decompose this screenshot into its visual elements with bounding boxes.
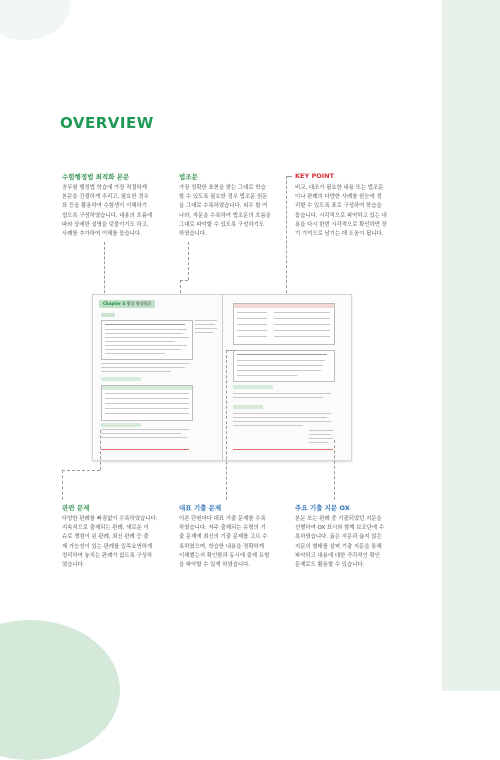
key-point-table	[233, 303, 335, 345]
right-margin-band	[442, 0, 500, 691]
leader-line	[334, 440, 335, 500]
case-table	[101, 385, 193, 421]
section-heading-related-cases: 관련 문제	[62, 504, 90, 512]
leader-line	[226, 350, 227, 500]
section-heading-main-text: 수험행정법 최적화 본문	[62, 173, 130, 181]
book-spread-preview	[92, 294, 352, 461]
section-body-ox: 본문 또는 판례 중 기출되었던 지문을 선별하여 OX 표시와 함께 보조단에 수 록하였습니다. 옳은 지문과 옳지 않은 지문의 형태를 살펴 기출 지문을 통해 파악하고 내용에 대한 즉각적인 확인 문제로도 활용할 수 있습니다.	[295, 516, 385, 569]
section-body-related-cases: 다양한 판례를 빠짐없이 수록하였습니다. 지속적으로 출제되는 판례, 새로운 이 슈로 쟁점이 된 판례, 최신 판례 등 출 제 가능성이 있는 판례를 일목요연하게 정리하여 놓치는 판례가 없도록 구성하 였습니다.	[62, 516, 158, 569]
leader-line	[62, 470, 63, 500]
section-heading-exam-questions: 대표 기출 문제	[179, 504, 222, 512]
leader-line	[104, 242, 105, 298]
page-footer-rule	[233, 449, 333, 450]
section-body-main-text: 공무원 행정법 학습에 가장 적절하게 본문을 간결하게 추리고, 필요한 경우 표 등을 활용하여 수험생이 이해하기 쉽도록 구성하였습니다. 내용의 흐름에 따라 상세한 설명을 덧붙이기도 하고, 사례를 추가하여 이해를 돕습니다.	[62, 185, 153, 238]
section-body-exam-questions: 이론 단원마다 대표 기출 문제를 수록 하였습니다. 자주 출제되는 유형의 기 출 문제에 최신의 기출 문제를 고르 수 록하였으며, 학습한 내용을 정확하게 이해했는지 확인함과 동시에 출제 유형 을 파악할 수 있게 하였습니다.	[179, 516, 270, 569]
leader-line	[100, 430, 101, 470]
section-body-key-point: 비교, 대조가 필요한 내용 또는 법조문 이나 판례의 다양한 사례를 한눈에 정 리할 수 있도록 표로 구성하여 학습을 돕습니다. 시각적으로 파악하고 있는 내 용을 다시 한번 시각적으로 확인하면 장 기 기억으로 남기는 데 도움이 됩니다.	[295, 185, 387, 238]
section-heading-ox: 주요 기출 지문 OX	[295, 504, 350, 512]
page-footer-rule	[101, 449, 189, 450]
leader-line	[188, 242, 189, 280]
section-tag	[101, 313, 115, 317]
leader-line	[62, 470, 100, 471]
leader-line	[286, 176, 292, 177]
exam-question-box	[233, 350, 335, 382]
chapter-tab: Chapter 4 행정 행정행위	[99, 300, 155, 308]
book-spine	[222, 295, 223, 460]
leader-line	[180, 280, 188, 281]
section-heading-statute: 법조문	[179, 173, 198, 181]
section-heading-key-point: KEY POINT	[295, 172, 335, 180]
page-title: OVERVIEW	[60, 114, 154, 132]
side-notes	[195, 320, 219, 420]
leader-line	[226, 350, 236, 351]
statute-box	[101, 320, 193, 360]
leader-line	[286, 176, 287, 298]
section-body-statute: 가장 정확한 표현을 찾는 그대로 학습 할 수 있도록 필요한 경우 법조문 원문 을 그대로 수록하였습니다. 외우 할 여 나라, 자문을 수록하여 법조문의 흐름을 그대로 파악할 수 있도록 구성하기도 하였습니다.	[179, 185, 271, 238]
